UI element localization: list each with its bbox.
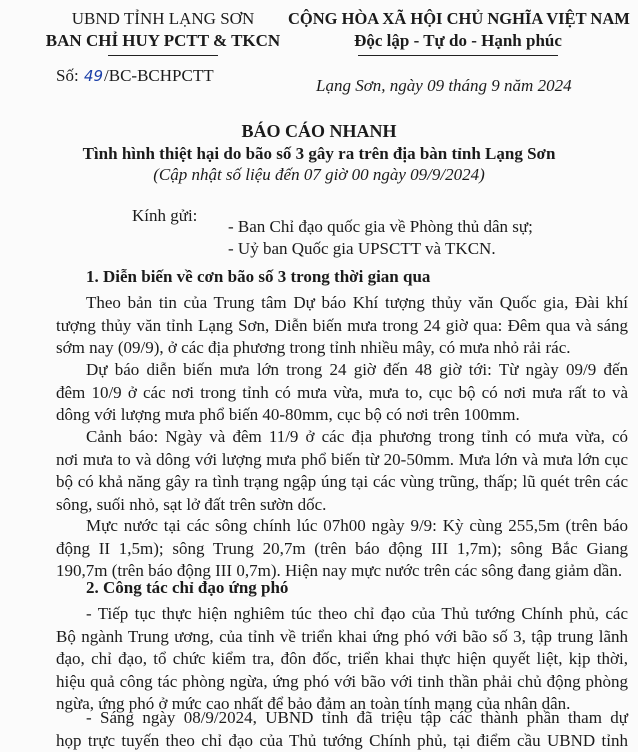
- text-line: dông với lượng mưa phổ biến 40-80mm, cục bộ có nơi trên 100mm.: [56, 404, 628, 427]
- motto-underline: [358, 55, 558, 56]
- text-line: họp trực tuyến theo chỉ đạo của Thủ tướng Chính phủ, tại điểm cầu UBND tỉnh: [56, 730, 628, 752]
- recipient-item: - Uỷ ban Quốc gia UPSCTT và TKCN.: [228, 239, 496, 259]
- number-prefix: Số:: [56, 66, 79, 85]
- text-line: đạo, chỉ đạo, tổ chức kiểm tra, đôn đốc, triển khai thực hiện quyết liệt, kịp thời,: [56, 648, 628, 671]
- agency-line2: BAN CHỈ HUY PCTT & TKCN: [28, 30, 298, 52]
- paragraph: [56, 359, 628, 427]
- text-line: Mực nước tại các sông chính lúc 07h00 ngày 9/9: Kỳ cùng 255,5m (trên báo: [56, 515, 628, 538]
- text-line: sớm nay (09/9), ở các địa phương trong tỉnh nhiều mây, có mưa nhỏ rải rác.: [56, 337, 628, 360]
- nation-motto: Độc lập - Tự do - Hạnh phúc: [288, 30, 628, 52]
- number-suffix: /BC-BCHPCTT: [104, 66, 214, 85]
- text-line: Theo bản tin của Trung tâm Dự báo Khí tượng thủy văn Quốc gia, Đài khí: [56, 292, 628, 315]
- text-line: ngừa, ứng phó ở mức cao nhất để bảo đảm an toàn tính mạng của nhân dân.: [56, 693, 628, 716]
- paragraph: [56, 292, 628, 360]
- agency-underline: [108, 55, 218, 56]
- recipient-item: - Ban Chỉ đạo quốc gia về Phòng thủ dân sự;: [228, 217, 533, 237]
- text-line: Bộ ngành Trung ương, của tỉnh về triển khai ứng phó với bão số 3, tập trung lãnh: [56, 626, 628, 649]
- paragraph: [56, 603, 628, 716]
- document-number: [56, 66, 214, 86]
- text-line: bộ có khả năng gây ra tình trạng ngập úng tại các vùng trũng, thấp; lũ quét trên các: [56, 471, 628, 494]
- text-line: 190,7m (trên báo động III 0,7m). Hiện nay mực nước trên các sông đang giảm dần.: [56, 560, 628, 583]
- section1-heading: 1. Diễn biến về cơn bão số 3 trong thời gian qua: [86, 267, 430, 287]
- text-line: sông, suối nhỏ, sạt lở đất trên sườn dốc.: [56, 494, 628, 517]
- text-line: động II 1,5m); sông Trung 20,7m (trên báo động III 1,7m); sông Bắc Giang: [56, 538, 628, 561]
- text-line: Cảnh báo: Ngày và đêm 11/9 ở các địa phương trong tỉnh có mưa vừa, có: [56, 426, 628, 449]
- section2-heading: 2. Công tác chỉ đạo ứng phó: [86, 578, 288, 598]
- agency-line1: UBND TỈNH LẠNG SƠN: [28, 8, 298, 30]
- text-line: tượng thủy văn tỉnh Lạng Sơn, Diễn biến mưa trong 24 giờ qua: Đêm qua và sáng: [56, 315, 628, 338]
- place-date: Lạng Sơn, ngày 09 tháng 9 năm 2024: [316, 76, 572, 96]
- number-value: 49: [84, 67, 103, 85]
- text-line: - Sáng ngày 08/9/2024, UBND tỉnh đã triệu tập các thành phần tham dự: [56, 707, 628, 730]
- report-title: BÁO CÁO NHANH: [0, 121, 638, 142]
- update-note: (Cập nhật số liệu đến 07 giờ 00 ngày 09/9/2024): [0, 165, 638, 185]
- recipients-label: Kính gửi:: [132, 206, 197, 226]
- text-line: đêm 10/9 ở các nơi trong tỉnh có mưa vừa, mưa to, cục bộ có nơi mưa rất to và: [56, 382, 628, 405]
- paragraph: [56, 707, 628, 752]
- report-subtitle: Tình hình thiệt hại do bão số 3 gây ra trên địa bàn tỉnh Lạng Sơn: [0, 144, 638, 164]
- nation-line1: CỘNG HÒA XÃ HỘI CHỦ NGHĨA VIỆT NAM: [288, 8, 628, 30]
- paragraph: [56, 515, 628, 583]
- paragraph: [56, 426, 628, 516]
- text-line: Dự báo diễn biến mưa lớn trong 24 giờ đến 48 giờ tới: Từ ngày 09/9 đến: [56, 359, 628, 382]
- text-line: nơi mưa to và dông với lượng mưa phổ biến từ 20-50mm. Mưa lớn và mưa lớn cục: [56, 449, 628, 472]
- text-line: - Tiếp tục thực hiện nghiêm túc theo chỉ đạo của Thủ tướng Chính phủ, các: [56, 603, 628, 626]
- national-header: [288, 8, 628, 56]
- agency-header: [28, 8, 298, 56]
- text-line: hiệu quả công tác phòng ngừa, ứng phó với bão với tinh thần phải chủ động phòng: [56, 671, 628, 694]
